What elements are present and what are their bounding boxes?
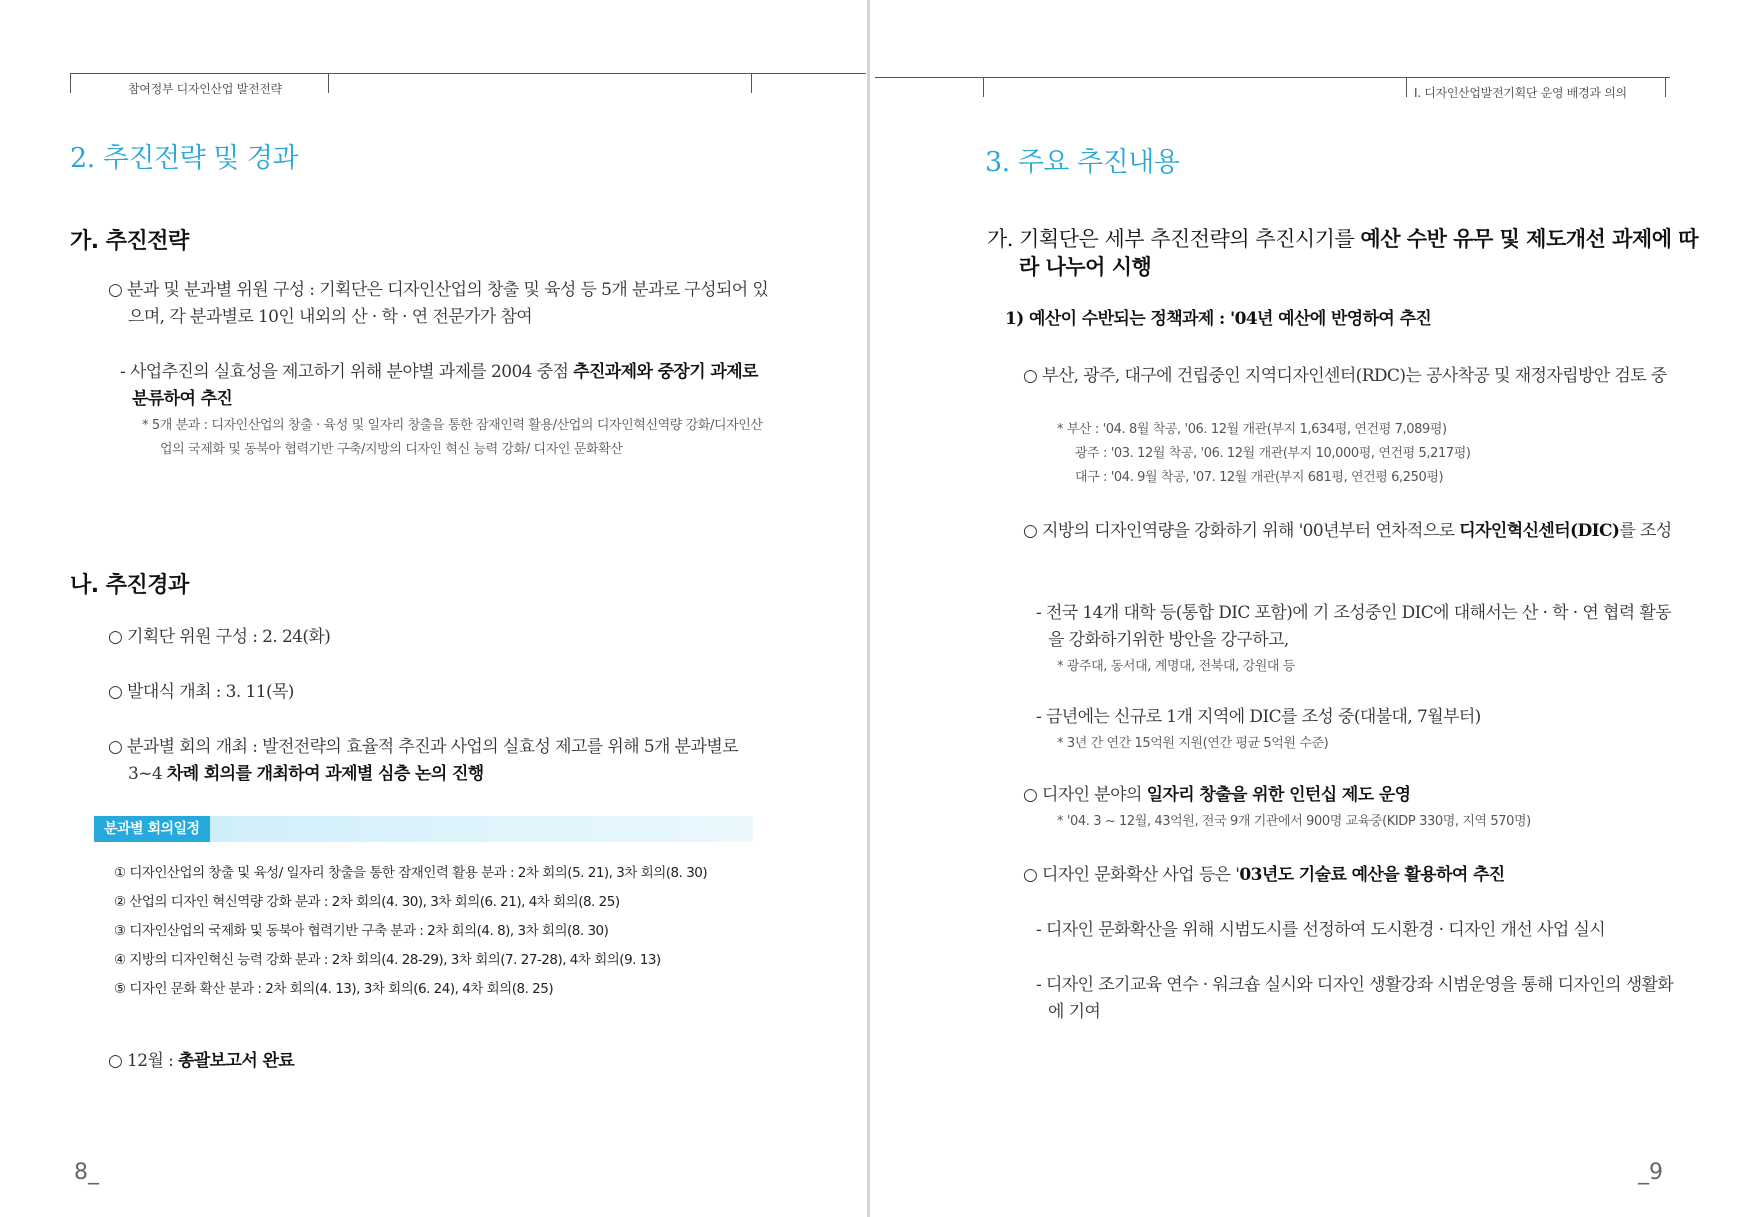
bullet-internship-program: ○ 디자인 분야의 일자리 창출을 위한 인턴십 제도 운영 [1023,785,1411,805]
bullet-final-report: ○ 12월 : 총괄보고서 완료 [108,1051,295,1071]
schedule-label-bar [94,816,753,842]
bullet-launch-ceremony: ○ 발대식 개최 : 3. 11(목) [108,682,294,702]
bullet-committee-composition: ○ 분과 및 분과별 위원 구성 : 기획단은 디자인산업의 창출 및 육성 등 5개 분과로 구성되어 있으며, 각 분과별로 10인 내외의 산 · 학 · 연 전문가가 참여 [108,280,769,327]
dash-dic-cooperation: - 전국 14개 대학 등(통합 DIC 포함)에 기 조성중인 DIC에 대해서는 산 · 학 · 연 협력 활동을 강화하기위한 방안을 강구하고, [1036,603,1672,650]
schedule-item: ① 디자인산업의 창출 및 육성/ 일자리 창출을 통한 잠재인력 활용 분과 : 2차 회의(5. 21), 3차 회의(8. 30) [114,865,708,881]
section-title: 2. 추진전략 및 경과 [70,143,299,174]
header-tick [328,73,329,93]
bullet-design-culture: ○ 디자인 문화확산 사업 등은 '03년도 기술료 예산을 활용하여 추진 [1023,865,1505,885]
bullet-design-innovation-centers: ○ 지방의 디자인역량을 강화하기 위해 '00년부터 연차적으로 디자인혁신센터(DIC)를 조성 [1023,521,1672,541]
note-line: * 부산 : '04. 8월 착공, '06. 12월 개관(부지 1,634평, 연건평 7,089평) [1057,422,1447,437]
page-number: _9 [1638,1160,1663,1185]
schedule-item: ② 산업의 디자인 혁신역량 강화 분과 : 2차 회의(4. 30), 3차 회의(6. 21), 4차 회의(8. 25) [114,894,620,910]
note-dic-universities: * 광주대, 동서대, 계명대, 전북대, 강원대 등 [1057,659,1295,674]
subsection-title: 가. 추진전략 [70,229,189,254]
dash-new-dic: - 금년에는 신규로 1개 지역에 DIC를 조성 중(대불대, 7월부터) [1036,707,1481,727]
note-line: 대구 : '04. 9월 착공, '07. 12월 개관(부지 681평, 연건평 6,250평) [1075,470,1444,485]
bullet-division-meetings: ○ 분과별 회의 개최 : 발전전략의 효율적 추진과 사업의 실효성 제고를 위해 5개 분과별로 3~4 차례 회의를 개최하여 과제별 심층 논의 진행 [108,737,738,784]
header-tick [70,73,71,93]
note-internship: * '04. 3 ~ 12월, 43억원, 전국 9개 기관에서 900명 교육중(KIDP 330명, 지역 570명) [1057,814,1531,829]
header-tick [751,73,752,93]
running-header: Ⅰ. 디자인산업발전기획단 운영 배경과 의의 [1414,86,1627,100]
dash-task-classification: - 사업추진의 실효성을 제고하기 위해 분야별 과제를 2004 중점 추진과제와 중장기 과제로 분류하여 추진 [120,362,758,409]
header-rule [875,77,1670,78]
note-line: 광주 : '03. 12월 착공, '06. 12월 개관(부지 10,000평, 연건평 5,217평) [1075,446,1471,461]
right-page [870,0,1739,1217]
subsection-title: 가. 기획단은 세부 추진전략의 추진시기를 예산 수반 유무 및 제도개선 과제에 따라 나누어 시행 [987,226,1699,279]
item-budget-tasks: 1) 예산이 수반되는 정책과제 : '04년 예산에 반영하여 추진 [1005,309,1432,329]
bullet-committee-formed: ○ 기획단 위원 구성 : 2. 24(화) [108,627,331,647]
dash-early-education: - 디자인 조기교육 연수 · 워크숍 실시와 디자인 생활강좌 시범운영을 통해 디자인의 생활화에 기여 [1036,975,1674,1022]
dash-pilot-city: - 디자인 문화확산을 위해 시범도시를 선정하여 도시환경 · 디자인 개선 사업 실시 [1036,920,1606,940]
header-tick [983,77,984,97]
left-page [0,0,868,1217]
bullet-regional-design-centers: ○ 부산, 광주, 대구에 건립중인 지역디자인센터(RDC)는 공사착공 및 재정자립방안 검토 중 [1023,366,1667,386]
note-rdc-schedule [1057,418,1657,490]
schedule-label: 분과별 회의일정 [94,816,210,842]
running-header: 참여정부 디자인산업 발전전략 [128,82,282,96]
header-tick [1665,77,1666,97]
note-five-divisions: * 5개 분과 : 디자인산업의 창출 · 육성 및 일자리 창출을 통한 잠재인력 활용/산업의 디자인혁신역량 강화/디자인산업의 국제화 및 동북아 협력기반 구축/지방의 디자인 혁신 능력 강화/ 디자인 문화확산 [142,418,763,457]
header-tick [1406,77,1407,97]
schedule-item: ⑤ 디자인 문화 확산 분과 : 2차 회의(4. 13), 3차 회의(6. 24), 4차 회의(8. 25) [114,981,554,997]
section-title: 3. 주요 추진내용 [985,147,1180,178]
schedule-item: ④ 지방의 디자인혁신 능력 강화 분과 : 2차 회의(4. 28-29), 3차 회의(7. 27-28), 4차 회의(9. 13) [114,952,661,968]
header-rule [70,73,866,74]
page-number: 8_ [74,1160,99,1185]
schedule-item: ③ 디자인산업의 국제화 및 동북아 협력기반 구축 분과 : 2차 회의(4. 8), 3차 회의(8. 30) [114,923,609,939]
subsection-title: 나. 추진경과 [70,573,189,598]
note-dic-funding: * 3년 간 연간 15억원 지원(연간 평균 5억원 수준) [1057,736,1329,751]
